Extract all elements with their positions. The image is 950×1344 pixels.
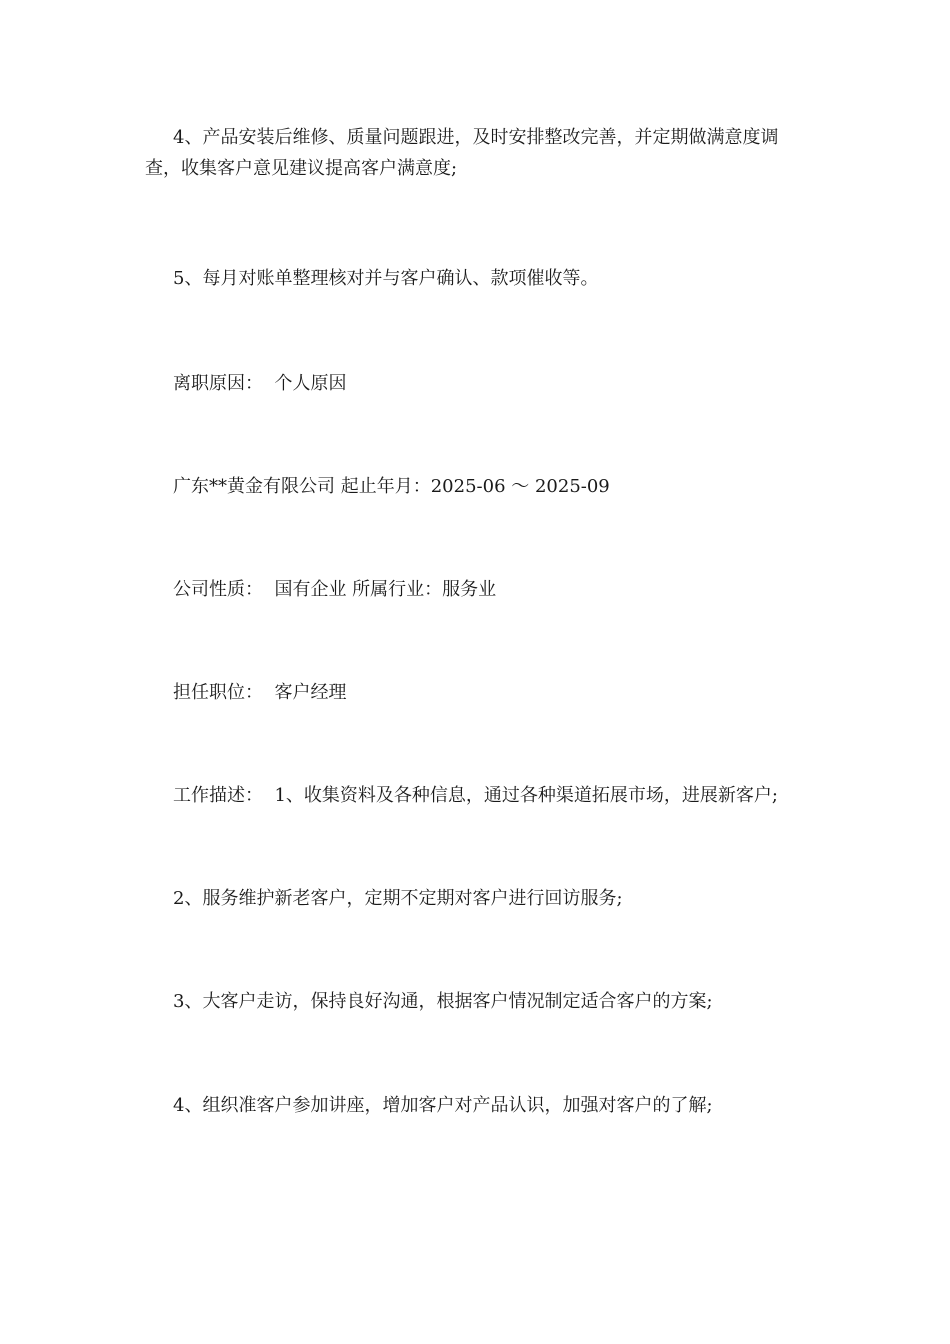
paragraph-company-nature: 公司性质： 国有企业 所属行业：服务业 — [173, 579, 497, 600]
paragraph-monthly-billing: 5、每月对账单整理核对并与客户确认、款项催收等。 — [173, 268, 599, 289]
paragraph-after-sales-followup: 4、产品安装后维修、质量问题跟进，及时安排整改完善，并定期做满意度调查，收集客户意见建议提高客户满意度; — [145, 127, 779, 179]
paragraph-position: 担任职位： 客户经理 — [173, 682, 347, 703]
paragraph-leaving-reason: 离职原因： 个人原因 — [173, 373, 347, 394]
paragraph-duty-4: 4、组织准客户参加讲座，增加客户对产品认识，加强对客户的了解; — [173, 1095, 713, 1116]
paragraph-company-period: 广东**黄金有限公司 起止年月：2025-06 ～ 2025-09 — [173, 476, 610, 497]
paragraph-duty-3: 3、大客户走访，保持良好沟通，根据客户情况制定适合客户的方案; — [173, 991, 713, 1012]
paragraph-job-description: 工作描述： 1、收集资料及各种信息，通过各种渠道拓展市场，进展新客户; — [173, 785, 778, 806]
paragraph-duty-2: 2、服务维护新老客户，定期不定期对客户进行回访服务; — [173, 888, 623, 909]
